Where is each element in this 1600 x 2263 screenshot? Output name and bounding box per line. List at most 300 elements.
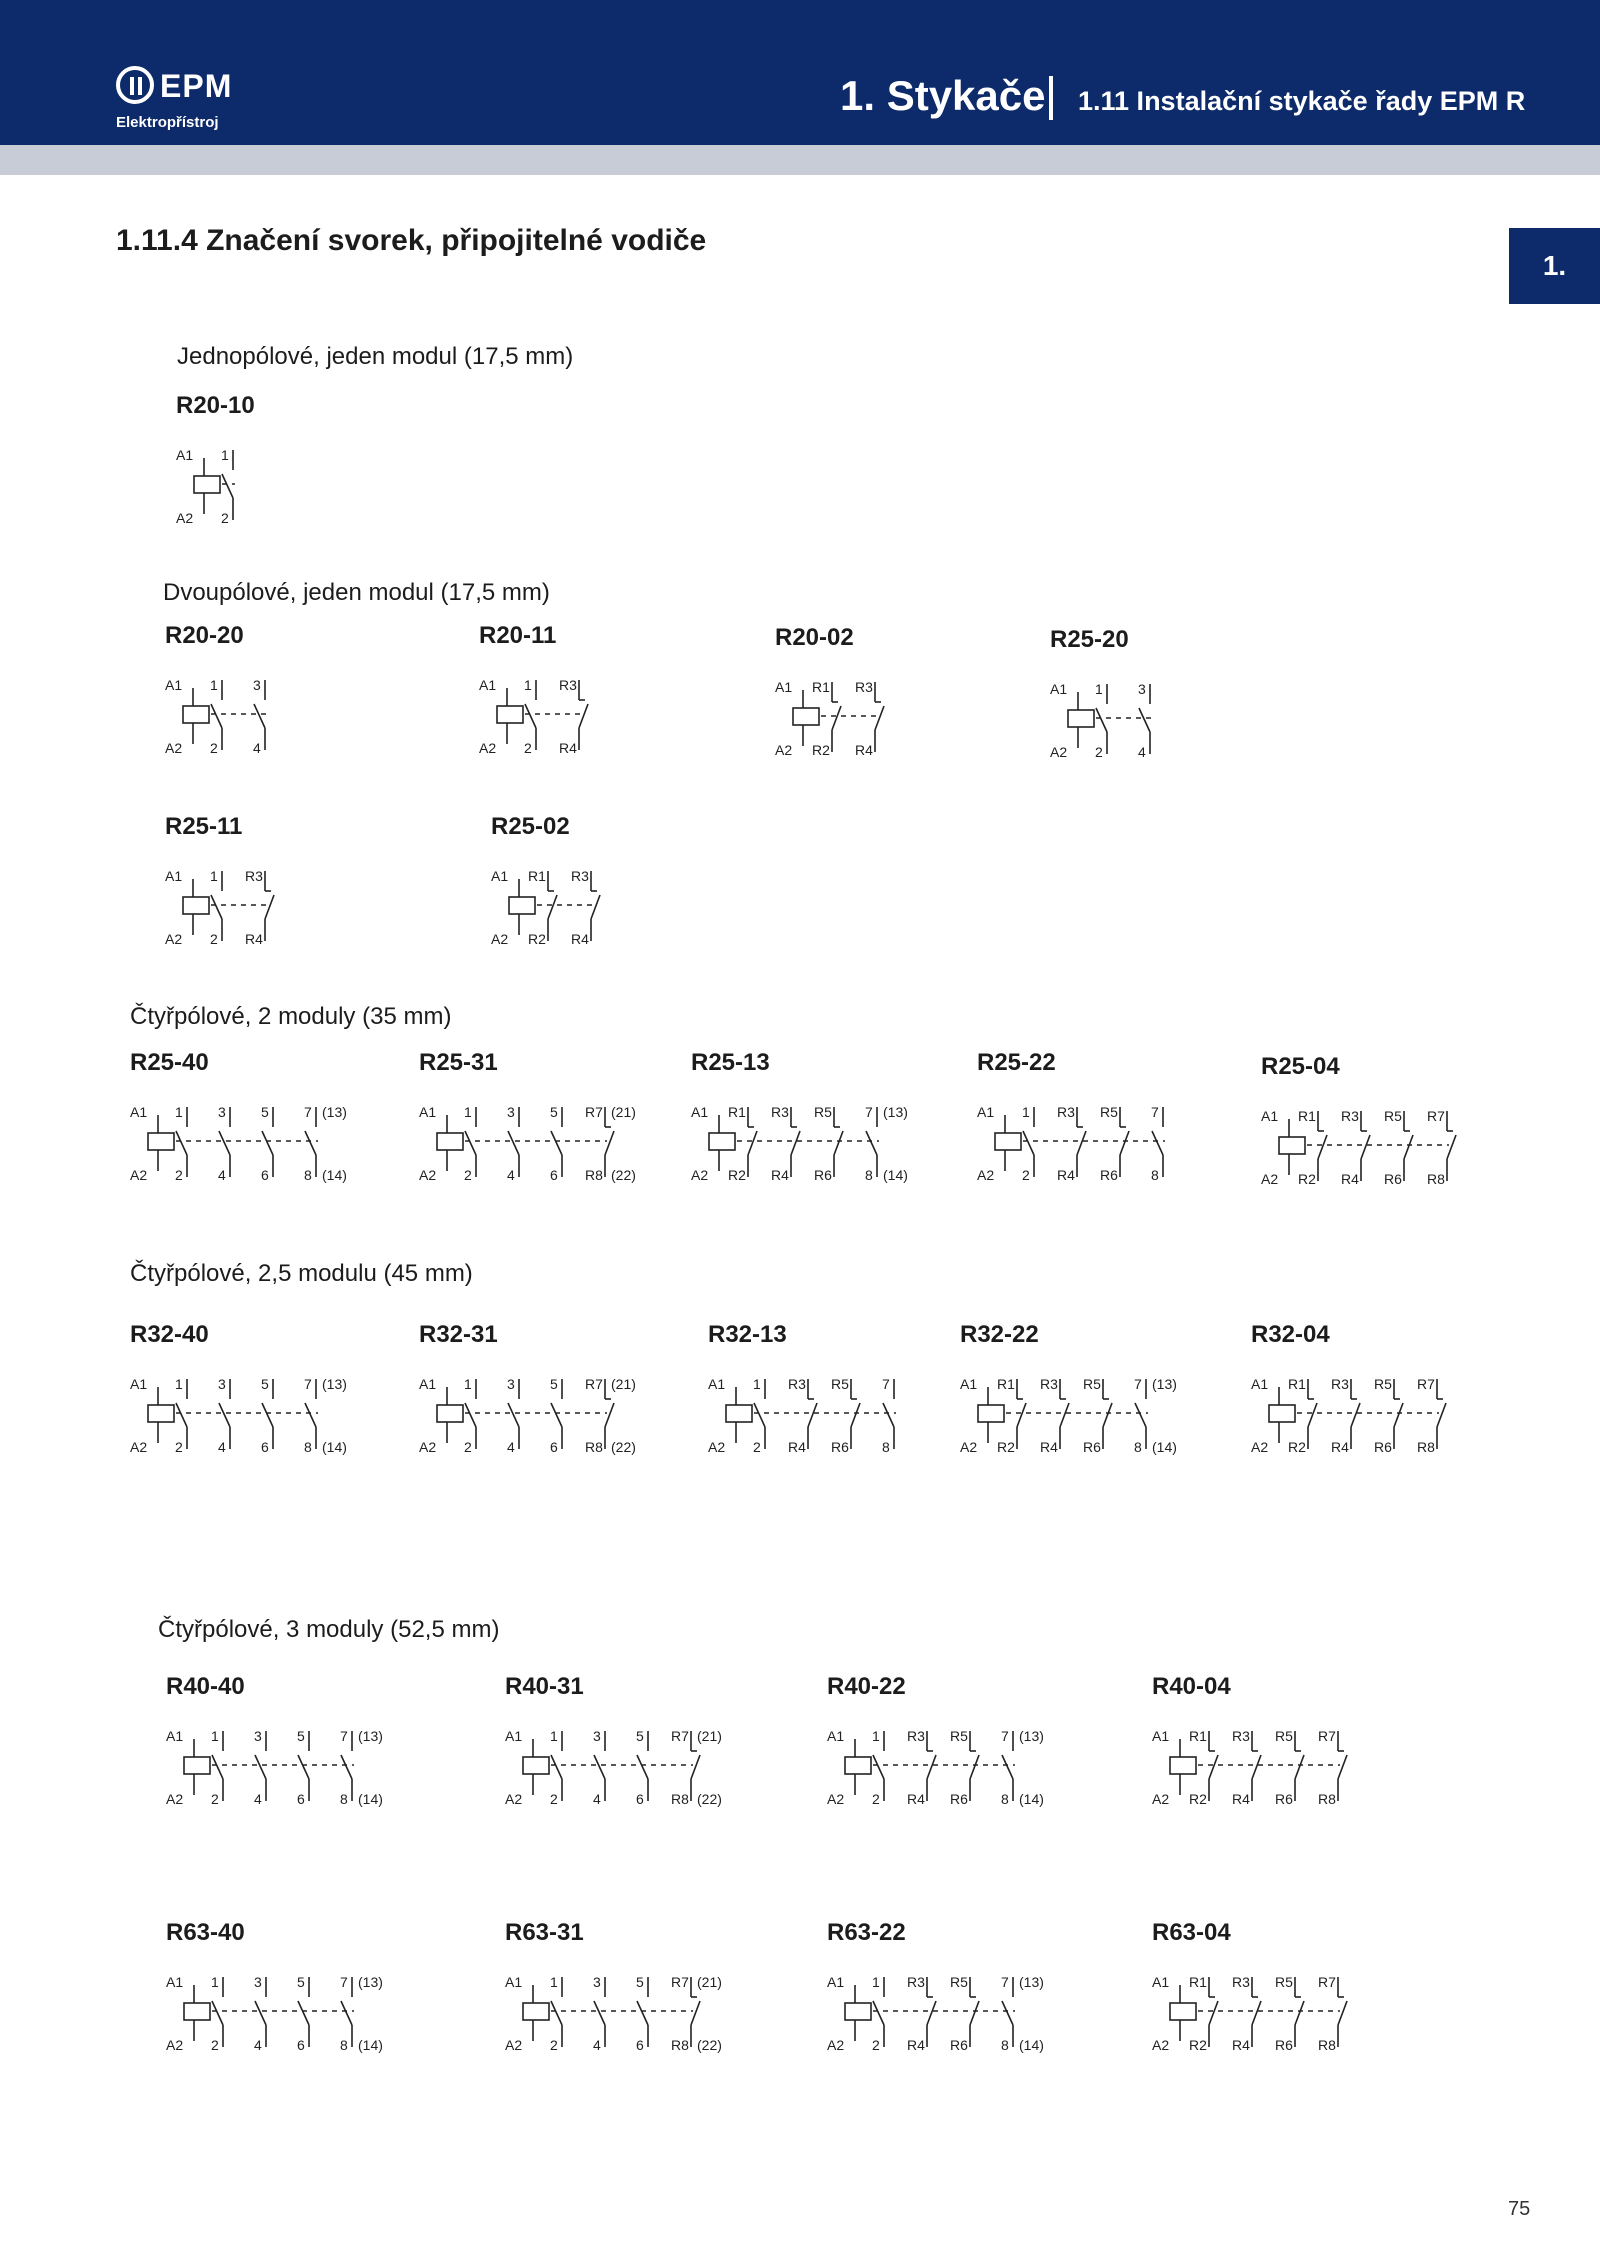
coil-label-a2: A2 xyxy=(977,1167,995,1183)
terminal-label-bottom: 8 xyxy=(1001,2037,1009,2053)
terminal-label-bottom: R4 xyxy=(559,740,577,756)
nc-contact-blade xyxy=(548,895,557,919)
nc-contact-blade xyxy=(265,895,274,919)
terminal-label-bottom: R4 xyxy=(907,2037,925,2053)
terminal-label-top: 1 xyxy=(210,868,218,884)
no-contact-blade xyxy=(298,1755,309,1779)
no-contact-blade xyxy=(341,2001,352,2025)
nc-contact-blade xyxy=(808,1403,817,1427)
terminal-label-top: R1 xyxy=(1298,1108,1316,1124)
nc-contact-blade xyxy=(970,1755,979,1779)
coil-label-a1: A1 xyxy=(775,679,793,695)
no-contact-blade xyxy=(176,1403,187,1427)
model-name: R40-40 xyxy=(166,1673,245,1700)
coil-label-a2: A2 xyxy=(708,1439,726,1455)
terminal-label-bottom: 2 xyxy=(464,1167,472,1183)
epm-logo-icon xyxy=(116,66,154,104)
terminal-label-bottom: 8 xyxy=(340,1791,348,1807)
coil-symbol xyxy=(437,1405,463,1422)
section-heading: 1.11.4 Značení svorek, připojitelné vodiče xyxy=(116,224,707,257)
nc-contact-blade xyxy=(875,706,884,730)
terminal-label-top: 7 xyxy=(1151,1104,1159,1120)
terminal-label-bottom: R2 xyxy=(812,742,830,758)
no-contact-blade xyxy=(305,1403,316,1427)
terminal-label-bottom: 4 xyxy=(254,1791,262,1807)
no-contact-blade xyxy=(222,474,233,498)
schematic xyxy=(1050,678,1220,764)
coil-symbol xyxy=(184,1757,210,1774)
nc-contact-blade xyxy=(1437,1403,1446,1427)
terminal-label-bottom: 4 xyxy=(218,1439,226,1455)
no-contact-blade xyxy=(255,2001,266,2025)
terminal-label-bottom: R4 xyxy=(855,742,873,758)
coil-label-a2: A2 xyxy=(1050,744,1068,760)
model-name: R20-11 xyxy=(479,622,557,649)
terminal-alt-label: (22) xyxy=(697,2037,722,2053)
terminal-label-top: R3 xyxy=(559,677,577,693)
coil-symbol xyxy=(183,897,209,914)
nc-contact-blade xyxy=(591,895,600,919)
coil-label-a2: A2 xyxy=(165,740,183,756)
terminal-label-top: 1 xyxy=(464,1376,472,1392)
nc-contact-blade xyxy=(851,1403,860,1427)
model-name: R32-40 xyxy=(130,1321,209,1348)
coil-label-a2: A2 xyxy=(827,2037,845,2053)
terminal-label-top: 1 xyxy=(550,1974,558,1990)
terminal-alt-label: (22) xyxy=(697,1791,722,1807)
terminal-label-bottom: R6 xyxy=(831,1439,849,1455)
terminal-alt-label: (14) xyxy=(1019,1791,1044,1807)
nc-contact-blade xyxy=(691,1755,700,1779)
terminal-label-bottom: R8 xyxy=(1417,1439,1435,1455)
group-heading: Dvoupólové, jeden modul (17,5 mm) xyxy=(163,579,550,606)
terminal-label-bottom: 2 xyxy=(550,1791,558,1807)
schematic xyxy=(1152,1725,1408,1811)
model-name: R32-13 xyxy=(708,1321,787,1348)
section-title: 1.11 Instalační stykače řady EPM R xyxy=(1078,86,1526,116)
coil-label-a1: A1 xyxy=(1251,1376,1269,1392)
coil-symbol xyxy=(194,476,220,493)
terminal-label-bottom: 8 xyxy=(1134,1439,1142,1455)
terminal-label-top: R5 xyxy=(1275,1728,1293,1744)
terminal-label-top: 3 xyxy=(507,1376,515,1392)
terminal-label-bottom: R6 xyxy=(1083,1439,1101,1455)
terminal-label-top: 3 xyxy=(218,1376,226,1392)
terminal-label-top: R7 xyxy=(585,1376,603,1392)
terminal-label-top: 7 xyxy=(340,1974,348,1990)
terminal-label-bottom: 6 xyxy=(261,1167,269,1183)
coil-symbol xyxy=(523,2003,549,2020)
terminal-label-bottom: 2 xyxy=(872,2037,880,2053)
no-contact-blade xyxy=(254,704,265,728)
terminal-label-top: R5 xyxy=(1100,1104,1118,1120)
no-contact-blade xyxy=(212,2001,223,2025)
terminal-alt-label: (21) xyxy=(697,1974,722,1990)
schematic xyxy=(166,1725,422,1811)
terminal-label-top: R1 xyxy=(1288,1376,1306,1392)
no-contact-blade xyxy=(465,1403,476,1427)
terminal-label-top: R1 xyxy=(1189,1974,1207,1990)
schematic xyxy=(708,1373,964,1459)
schematic xyxy=(775,676,945,762)
terminal-label-top: R5 xyxy=(1083,1376,1101,1392)
coil-label-a1: A1 xyxy=(1261,1108,1279,1124)
terminal-label-top: 3 xyxy=(1138,681,1146,697)
coil-symbol xyxy=(523,1757,549,1774)
terminal-label-bottom: 8 xyxy=(304,1167,312,1183)
logo-subtext: Elektropřístroj xyxy=(116,114,219,131)
terminal-label-bottom: R6 xyxy=(814,1167,832,1183)
coil-symbol xyxy=(183,706,209,723)
model-name: R63-22 xyxy=(827,1919,906,1946)
group-heading: Čtyřpólové, 3 moduly (52,5 mm) xyxy=(158,1616,500,1643)
terminal-label-bottom: R4 xyxy=(1232,1791,1250,1807)
schematic xyxy=(165,674,335,760)
terminal-label-bottom: 2 xyxy=(211,2037,219,2053)
coil-label-a1: A1 xyxy=(479,677,497,693)
no-contact-blade xyxy=(341,1755,352,1779)
no-contact-blade xyxy=(1023,1131,1034,1155)
coil-label-a2: A2 xyxy=(1152,2037,1170,2053)
schematic xyxy=(977,1101,1233,1187)
terminal-label-top: 5 xyxy=(550,1376,558,1392)
terminal-label-top: 3 xyxy=(507,1104,515,1120)
coil-label-a1: A1 xyxy=(960,1376,978,1392)
terminal-label-bottom: 6 xyxy=(297,1791,305,1807)
schematic xyxy=(505,1725,761,1811)
coil-label-a1: A1 xyxy=(1050,681,1068,697)
terminal-label-top: 3 xyxy=(593,1728,601,1744)
model-name: R25-11 xyxy=(165,813,243,840)
model-name: R20-20 xyxy=(165,622,244,649)
coil-symbol xyxy=(793,708,819,725)
terminal-alt-label: (21) xyxy=(611,1376,636,1392)
terminal-alt-label: (14) xyxy=(883,1167,908,1183)
coil-symbol xyxy=(845,2003,871,2020)
model-name: R32-22 xyxy=(960,1321,1039,1348)
coil-symbol xyxy=(148,1405,174,1422)
no-contact-blade xyxy=(883,1403,894,1427)
terminal-label-bottom: R8 xyxy=(1318,2037,1336,2053)
schematic xyxy=(960,1373,1216,1459)
terminal-label-bottom: R4 xyxy=(1232,2037,1250,2053)
terminal-alt-label: (13) xyxy=(883,1104,908,1120)
terminal-label-top: 7 xyxy=(882,1376,890,1392)
chapter-side-tab: 1. xyxy=(1509,228,1600,304)
terminal-label-bottom: 2 xyxy=(210,740,218,756)
coil-label-a2: A2 xyxy=(166,1791,184,1807)
terminal-label-bottom: R2 xyxy=(997,1439,1015,1455)
terminal-label-bottom: R4 xyxy=(907,1791,925,1807)
coil-symbol xyxy=(509,897,535,914)
terminal-label-bottom: R6 xyxy=(950,1791,968,1807)
coil-label-a1: A1 xyxy=(419,1104,437,1120)
terminal-alt-label: (13) xyxy=(358,1728,383,1744)
schematic xyxy=(166,1971,422,2057)
nc-contact-blade xyxy=(1209,2001,1218,2025)
terminal-alt-label: (13) xyxy=(1019,1728,1044,1744)
terminal-alt-label: (13) xyxy=(322,1376,347,1392)
coil-label-a2: A2 xyxy=(1261,1171,1279,1187)
terminal-label-top: 1 xyxy=(211,1728,219,1744)
terminal-label-bottom: 4 xyxy=(253,740,261,756)
terminal-label-bottom: R4 xyxy=(1341,1171,1359,1187)
terminal-label-bottom: R6 xyxy=(1275,1791,1293,1807)
terminal-label-bottom: R2 xyxy=(1189,2037,1207,2053)
model-name: R25-40 xyxy=(130,1049,209,1076)
no-contact-blade xyxy=(1139,708,1150,732)
no-contact-blade xyxy=(262,1131,273,1155)
terminal-label-top: R3 xyxy=(1232,1728,1250,1744)
terminal-label-top: 7 xyxy=(1001,1974,1009,1990)
no-contact-blade xyxy=(594,2001,605,2025)
terminal-label-bottom: R4 xyxy=(571,931,589,947)
coil-symbol xyxy=(1269,1405,1295,1422)
coil-label-a2: A2 xyxy=(165,931,183,947)
terminal-label-bottom: 2 xyxy=(211,1791,219,1807)
no-contact-blade xyxy=(1096,708,1107,732)
terminal-alt-label: (14) xyxy=(358,1791,383,1807)
terminal-label-top: R5 xyxy=(831,1376,849,1392)
terminal-label-top: R7 xyxy=(585,1104,603,1120)
nc-contact-blade xyxy=(1338,1755,1347,1779)
terminal-label-top: R5 xyxy=(1384,1108,1402,1124)
terminal-label-bottom: 2 xyxy=(872,1791,880,1807)
terminal-label-top: 1 xyxy=(550,1728,558,1744)
terminal-label-bottom: R6 xyxy=(1374,1439,1392,1455)
nc-contact-blade xyxy=(1404,1135,1413,1159)
terminal-label-bottom: 6 xyxy=(636,1791,644,1807)
terminal-label-bottom: R8 xyxy=(1427,1171,1445,1187)
terminal-label-bottom: R6 xyxy=(1100,1167,1118,1183)
nc-contact-blade xyxy=(832,706,841,730)
terminal-label-top: R7 xyxy=(671,1974,689,1990)
coil-label-a2: A2 xyxy=(491,931,509,947)
schematic xyxy=(1251,1373,1507,1459)
terminal-label-top: 5 xyxy=(261,1104,269,1120)
model-name: R20-02 xyxy=(775,624,854,651)
terminal-label-top: 5 xyxy=(550,1104,558,1120)
terminal-label-bottom: R2 xyxy=(1298,1171,1316,1187)
terminal-label-bottom: 2 xyxy=(221,510,229,526)
terminal-alt-label: (22) xyxy=(611,1439,636,1455)
terminal-label-bottom: 2 xyxy=(524,740,532,756)
terminal-label-top: 1 xyxy=(175,1376,183,1392)
coil-symbol xyxy=(709,1133,735,1150)
coil-symbol xyxy=(437,1133,463,1150)
model-name: R25-13 xyxy=(691,1049,770,1076)
coil-label-a1: A1 xyxy=(691,1104,709,1120)
nc-contact-blade xyxy=(691,2001,700,2025)
coil-symbol xyxy=(726,1405,752,1422)
coil-symbol xyxy=(995,1133,1021,1150)
coil-label-a1: A1 xyxy=(827,1728,845,1744)
schematic xyxy=(130,1101,386,1187)
coil-label-a2: A2 xyxy=(775,742,793,758)
terminal-label-bottom: 4 xyxy=(254,2037,262,2053)
nc-contact-blade xyxy=(927,2001,936,2025)
terminal-alt-label: (13) xyxy=(1019,1974,1044,1990)
terminal-alt-label: (13) xyxy=(322,1104,347,1120)
no-contact-blade xyxy=(508,1131,519,1155)
terminal-label-bottom: R8 xyxy=(1318,1791,1336,1807)
no-contact-blade xyxy=(1152,1131,1163,1155)
coil-label-a2: A2 xyxy=(505,1791,523,1807)
coil-label-a1: A1 xyxy=(1152,1728,1170,1744)
group-heading: Čtyřpólové, 2 moduly (35 mm) xyxy=(130,1003,452,1030)
terminal-label-top: R3 xyxy=(1040,1376,1058,1392)
terminal-label-top: R5 xyxy=(950,1974,968,1990)
nc-contact-blade xyxy=(748,1131,757,1155)
coil-label-a2: A2 xyxy=(419,1167,437,1183)
terminal-label-bottom: R4 xyxy=(1040,1439,1058,1455)
terminal-label-top: R7 xyxy=(1318,1728,1336,1744)
coil-label-a1: A1 xyxy=(827,1974,845,1990)
nc-contact-blade xyxy=(1351,1403,1360,1427)
terminal-label-top: 1 xyxy=(1022,1104,1030,1120)
terminal-label-top: 1 xyxy=(211,1974,219,1990)
terminal-label-top: R3 xyxy=(1341,1108,1359,1124)
title-separator xyxy=(1049,76,1053,120)
terminal-alt-label: (21) xyxy=(697,1728,722,1744)
coil-label-a1: A1 xyxy=(166,1974,184,1990)
terminal-label-top: R7 xyxy=(671,1728,689,1744)
coil-label-a1: A1 xyxy=(708,1376,726,1392)
model-name: R32-31 xyxy=(419,1321,498,1348)
nc-contact-blade xyxy=(1338,2001,1347,2025)
terminal-label-bottom: R4 xyxy=(245,931,263,947)
no-contact-blade xyxy=(305,1131,316,1155)
terminal-label-top: R3 xyxy=(1331,1376,1349,1392)
terminal-label-bottom: 8 xyxy=(1151,1167,1159,1183)
schematic xyxy=(1261,1105,1517,1191)
coil-symbol xyxy=(497,706,523,723)
terminal-label-bottom: 8 xyxy=(304,1439,312,1455)
terminal-label-bottom: R2 xyxy=(728,1167,746,1183)
terminal-label-top: R5 xyxy=(1275,1974,1293,1990)
coil-symbol xyxy=(978,1405,1004,1422)
terminal-label-bottom: 2 xyxy=(1022,1167,1030,1183)
coil-label-a2: A2 xyxy=(130,1439,148,1455)
terminal-label-bottom: 6 xyxy=(261,1439,269,1455)
model-name: R32-04 xyxy=(1251,1321,1330,1348)
terminal-label-bottom: R2 xyxy=(528,931,546,947)
terminal-label-bottom: 2 xyxy=(1095,744,1103,760)
model-name: R25-31 xyxy=(419,1049,498,1076)
coil-label-a2: A2 xyxy=(1152,1791,1170,1807)
coil-label-a1: A1 xyxy=(130,1376,148,1392)
nc-contact-blade xyxy=(791,1131,800,1155)
terminal-label-bottom: 4 xyxy=(593,2037,601,2053)
model-name: R40-22 xyxy=(827,1673,906,1700)
terminal-label-bottom: 2 xyxy=(464,1439,472,1455)
terminal-label-bottom: R8 xyxy=(671,1791,689,1807)
terminal-label-top: 1 xyxy=(753,1376,761,1392)
nc-contact-blade xyxy=(1060,1403,1069,1427)
terminal-label-bottom: 6 xyxy=(297,2037,305,2053)
terminal-label-top: R3 xyxy=(907,1974,925,1990)
terminal-label-bottom: 6 xyxy=(550,1167,558,1183)
terminal-label-top: 1 xyxy=(464,1104,472,1120)
terminal-label-bottom: 8 xyxy=(865,1167,873,1183)
nc-contact-blade xyxy=(1308,1403,1317,1427)
terminal-label-top: R3 xyxy=(771,1104,789,1120)
coil-symbol xyxy=(1279,1137,1305,1154)
model-name: R25-22 xyxy=(977,1049,1056,1076)
terminal-label-bottom: 2 xyxy=(175,1439,183,1455)
nc-contact-blade xyxy=(927,1755,936,1779)
terminal-label-top: 5 xyxy=(261,1376,269,1392)
terminal-alt-label: (21) xyxy=(611,1104,636,1120)
nc-contact-blade xyxy=(970,2001,979,2025)
terminal-label-top: 7 xyxy=(304,1376,312,1392)
no-contact-blade xyxy=(211,895,222,919)
terminal-label-top: R3 xyxy=(788,1376,806,1392)
model-name: R40-04 xyxy=(1152,1673,1231,1700)
nc-contact-blade xyxy=(834,1131,843,1155)
epm-logo xyxy=(116,66,256,142)
model-name: R63-40 xyxy=(166,1919,245,1946)
terminal-label-bottom: 2 xyxy=(753,1439,761,1455)
chapter-title: 1. Stykače xyxy=(840,72,1046,119)
no-contact-blade xyxy=(465,1131,476,1155)
schematic xyxy=(827,1971,1083,2057)
nc-contact-blade xyxy=(1394,1403,1403,1427)
nc-contact-blade xyxy=(1077,1131,1086,1155)
coil-label-a1: A1 xyxy=(166,1728,184,1744)
terminal-label-bottom: R6 xyxy=(950,2037,968,2053)
terminal-label-top: 3 xyxy=(218,1104,226,1120)
no-contact-blade xyxy=(551,2001,562,2025)
no-contact-blade xyxy=(1002,2001,1013,2025)
model-name: R25-02 xyxy=(491,813,570,840)
schematic xyxy=(419,1101,675,1187)
schematic xyxy=(130,1373,386,1459)
no-contact-blade xyxy=(1135,1403,1146,1427)
coil-label-a2: A2 xyxy=(827,1791,845,1807)
no-contact-blade xyxy=(219,1131,230,1155)
coil-label-a1: A1 xyxy=(1152,1974,1170,1990)
terminal-label-bottom: 6 xyxy=(636,2037,644,2053)
terminal-label-top: R7 xyxy=(1318,1974,1336,1990)
terminal-label-bottom: R8 xyxy=(671,2037,689,2053)
no-contact-blade xyxy=(873,2001,884,2025)
schematic xyxy=(176,444,303,530)
terminal-alt-label: (14) xyxy=(1152,1439,1177,1455)
terminal-label-top: 5 xyxy=(636,1974,644,1990)
coil-label-a2: A2 xyxy=(960,1439,978,1455)
no-contact-blade xyxy=(262,1403,273,1427)
terminal-label-top: R5 xyxy=(814,1104,832,1120)
terminal-label-top: 7 xyxy=(340,1728,348,1744)
terminal-label-top: R7 xyxy=(1427,1108,1445,1124)
terminal-label-bottom: R8 xyxy=(585,1167,603,1183)
no-contact-blade xyxy=(551,1755,562,1779)
header-strip xyxy=(0,145,1600,175)
coil-label-a2: A2 xyxy=(1251,1439,1269,1455)
model-name: R25-04 xyxy=(1261,1053,1340,1080)
terminal-label-bottom: 8 xyxy=(1001,1791,1009,1807)
coil-label-a2: A2 xyxy=(176,510,194,526)
terminal-label-top: 3 xyxy=(254,1728,262,1744)
schematic xyxy=(491,865,661,951)
coil-label-a1: A1 xyxy=(165,868,183,884)
coil-symbol xyxy=(845,1757,871,1774)
terminal-label-top: R5 xyxy=(950,1728,968,1744)
terminal-label-top: 5 xyxy=(636,1728,644,1744)
model-name: R63-31 xyxy=(505,1919,584,1946)
terminal-label-bottom: 2 xyxy=(550,2037,558,2053)
